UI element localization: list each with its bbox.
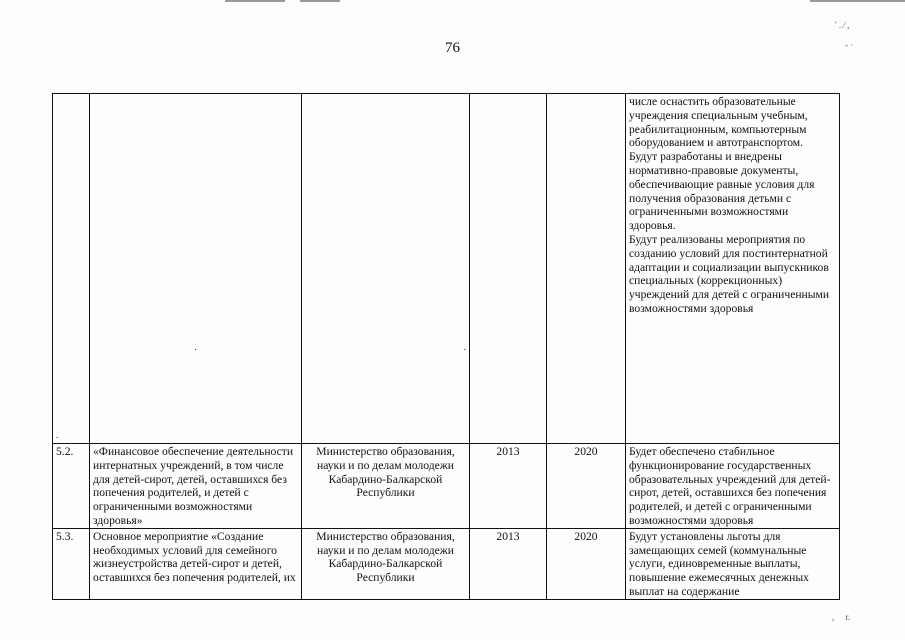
cell-number: 5.3. bbox=[53, 528, 90, 599]
result-paragraph: Будут реализованы мероприятия по созданию условий для постинтернатной адаптации и социализации выпускников специальных (коррекционных) учреждений для детей с ограниченными возможностями здоровья bbox=[629, 232, 830, 315]
cell-executor: Министерство образования, науки и по делам молодежи Кабардино-Балкарской Республики bbox=[302, 444, 470, 529]
cell-number: 5.2. bbox=[53, 444, 90, 529]
measures-table bbox=[52, 93, 840, 600]
scan-artifact: ' . ⁄ , bbox=[835, 20, 850, 30]
scan-artifact: - · bbox=[845, 40, 854, 50]
cell-result: Будут установлены льготы для замещающих семей (коммунальные услуги, единовременные выплаты, повышение ежемесячных денежных выплат на содержание bbox=[626, 528, 840, 599]
cell-result: Будет обеспечено стабильное функционирование государственных образовательных учреждений для детей-сирот, детей, оставшихся без попечения родителей, и детей с ограниченными возможностями здоровья bbox=[626, 444, 840, 529]
cell-number bbox=[53, 94, 90, 444]
result-paragraph: числе оснастить образовательные учреждения специальным учебным, реабилитационным, компьютерным оборудованием и автотранспортом. bbox=[629, 95, 808, 150]
cell-end-year: 2020 bbox=[547, 528, 626, 599]
scan-dot: . bbox=[194, 342, 197, 353]
scan-artifact: , r. bbox=[832, 612, 851, 622]
cell-start-year bbox=[470, 94, 547, 444]
scan-dot: . bbox=[56, 430, 59, 441]
table-row bbox=[53, 444, 840, 529]
cell-activity bbox=[90, 94, 302, 444]
result-paragraph: Будут разработаны и внедрены нормативно-правовые документы, обеспечивающие равные условия для получения образования детьми с ограниченными возможностями здоровья. bbox=[629, 150, 815, 233]
scan-edge-mark bbox=[810, 0, 905, 2]
cell-executor bbox=[302, 94, 470, 444]
page-number: 76 bbox=[445, 40, 460, 56]
cell-end-year bbox=[547, 94, 626, 444]
cell-activity: Основное мероприятие «Создание необходимых условий для семейного жизнеустройства детей-сирот и детей, оставшихся без попечения родителей, их bbox=[90, 528, 302, 599]
table-row bbox=[53, 528, 840, 599]
table-row bbox=[53, 94, 840, 444]
scan-edge-mark bbox=[300, 0, 340, 2]
cell-executor: Министерство образования, науки и по делам молодежи Кабардино-Балкарской Республики bbox=[302, 528, 470, 599]
cell-end-year: 2020 bbox=[547, 444, 626, 529]
scan-edge-mark bbox=[225, 0, 285, 2]
cell-activity: «Финансовое обеспечение деятельности интернатных учреждений, в том числе для детей-сирот, детей, оставшихся без попечения родителей, и детей с ограниченными возможностями здоровья» bbox=[90, 444, 302, 529]
scan-dot: . bbox=[463, 342, 466, 353]
cell-result bbox=[626, 94, 840, 444]
cell-start-year: 2013 bbox=[470, 528, 547, 599]
cell-start-year: 2013 bbox=[470, 444, 547, 529]
